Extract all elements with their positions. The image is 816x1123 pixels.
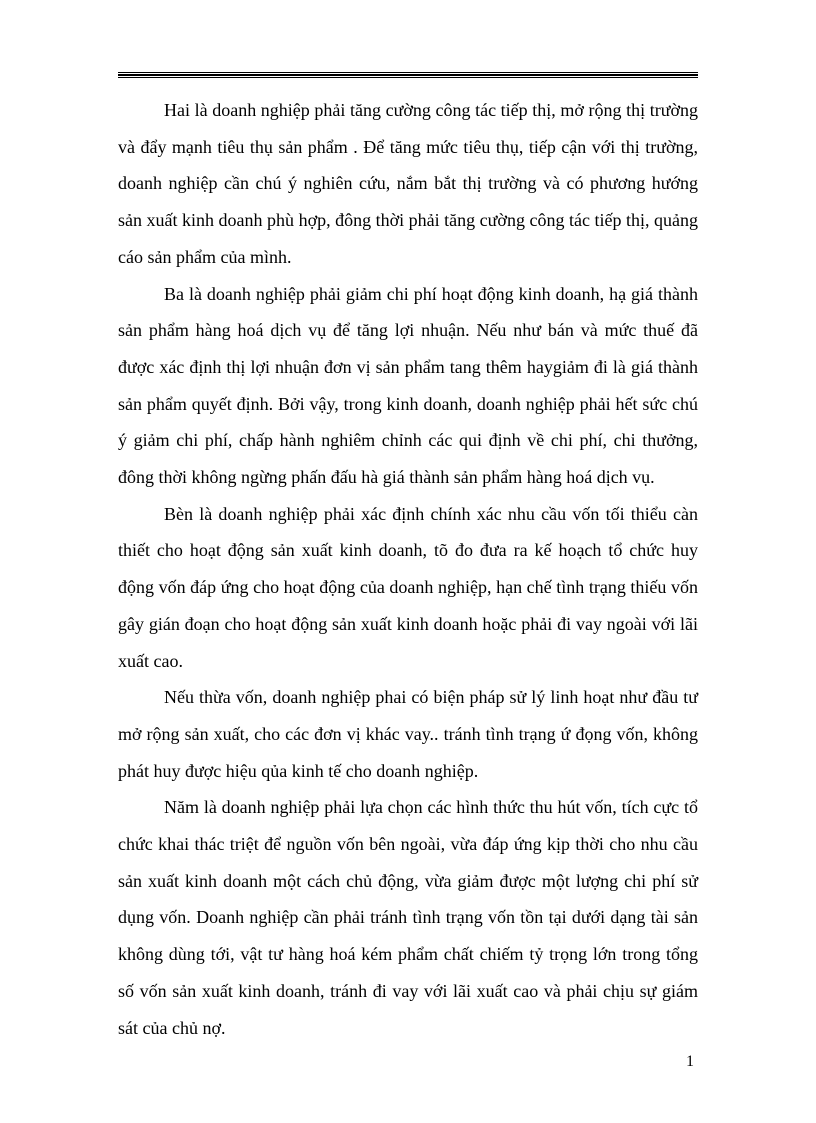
paragraph: Ba là doanh nghiệp phải giảm chi phí hoạt động kinh doanh, hạ giá thành sản phẩm hàng hoá dịch vụ để tăng lợi nhuận. Nếu như bán và mức thuế đã được xác định thị lợi nhuận đơn vị sản phẩm tang thêm haygiảm đi là giá thành sản phẩm quyết định. Bởi vậy, trong kinh doanh, doanh nghiệp phải hết sức chú ý giảm chi phí, chấp hành nghiêm chỉnh các qui định về chi phí, chi thưởng, đông thời không ngừng phấn đấu hà giá thành sản phẩm hàng hoá dịch vụ. <box>118 283 698 488</box>
body-text <box>118 92 698 1046</box>
paragraph: Năm là doanh nghiệp phải lựa chọn các hình thức thu hút vốn, tích cực tổ chức khai thác triệt để nguồn vốn bên ngoài, vừa đáp ứng kịp thời cho nhu cầu sản xuất kinh doanh một cách chủ động, vừa giảm được một lượng chi phí sử dụng vốn. Doanh nghiệp cần phải tránh tình trạng vốn tồn tại dưới dạng tài sản không dùng tới, vật tư hàng hoá kém phẩm chất chiếm tỷ trọng lớn trong tổng số vốn sản xuất kinh doanh, tránh đi vay với lãi xuất cao và phải chịu sự giám sát của chủ nợ. <box>118 797 698 1038</box>
header-rule-line <box>118 74 698 76</box>
paragraph: Hai là doanh nghiệp phải tăng cường công tác tiếp thị, mở rộng thị trường và đẩy mạnh tiêu thụ sản phẩm . Để tăng mức tiêu thụ, tiếp cận với thị trường, doanh nghiệp cần chú ý nghiên cứu, nắm bắt thị trường và có phương hướng sản xuất kinh doanh phù hợp, đông thời phải tăng cường công tác tiếp thị, quảng cáo sản phẩm của mình. <box>118 100 698 267</box>
paragraph: Nếu thừa vốn, doanh nghiệp phai có biện pháp sử lý linh hoạt như đầu tư mở rộng sản xuất, cho các đơn vị khác vay.. tránh tình trạng ứ đọng vốn, không phát huy được hiệu qủa kinh tế cho doanh nghiệp. <box>118 687 698 781</box>
header-rule-line <box>118 72 698 73</box>
header-rule <box>118 72 698 78</box>
header-rule-line <box>118 77 698 78</box>
paragraph: Bèn là doanh nghiệp phải xác định chính xác nhu cầu vốn tối thiểu càn thiết cho hoạt động sản xuất kinh doanh, tõ đo đưa ra kế hoạch tổ chức huy động vốn đáp ứng cho hoạt động của doanh nghiệp, hạn chế tình trạng thiếu vốn gây gián đoạn cho hoạt động sản xuất kinh doanh hoặc phải đi vay ngoài với lãi xuất cao. <box>118 503 698 671</box>
page-number: 1 <box>686 1053 694 1070</box>
